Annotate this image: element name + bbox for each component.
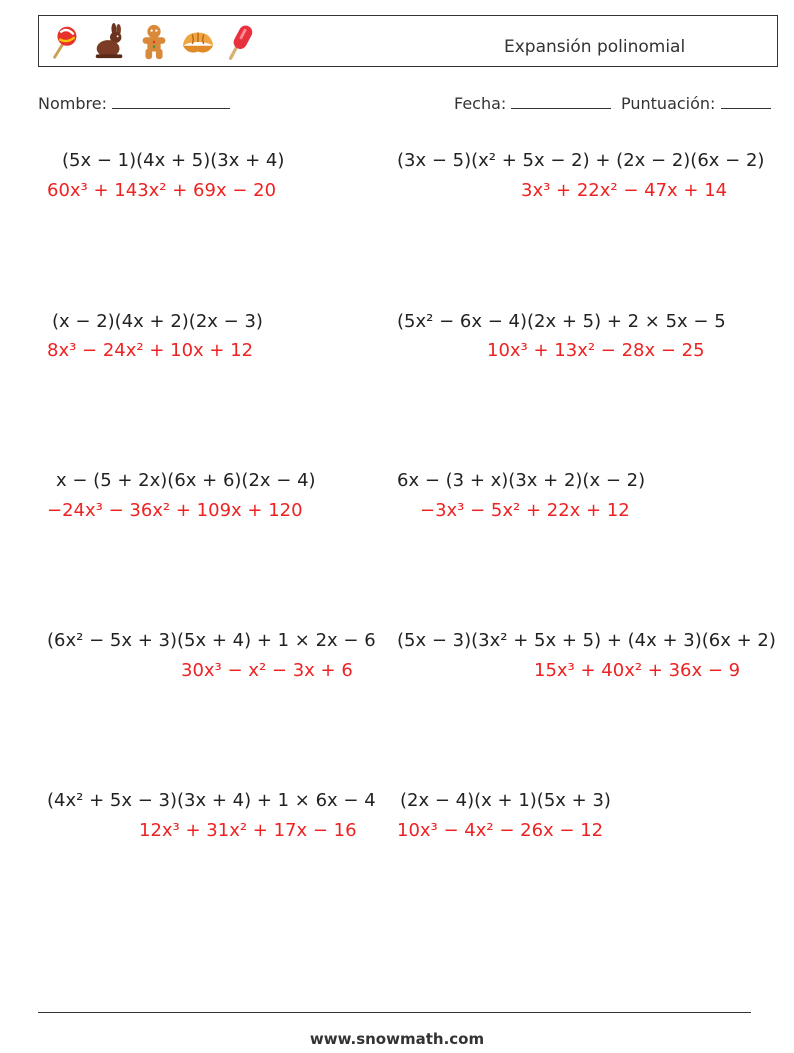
problem-4-answer: 10x³ + 13x² − 28x − 25 — [487, 340, 705, 361]
score-blank — [721, 94, 771, 109]
problem-4-question: (5x² − 6x − 4)(2x + 5) + 2 × 5x − 5 — [397, 311, 726, 332]
problem-2-question: (3x − 5)(x² + 5x − 2) + (2x − 2)(6x − 2) — [397, 150, 765, 171]
problem-5-question: x − (5 + 2x)(6x + 6)(2x − 4) — [56, 470, 316, 491]
problem-3-answer: 8x³ − 24x² + 10x + 12 — [47, 340, 254, 361]
problem-9-question: (4x² + 5x − 3)(3x + 4) + 1 × 6x − 4 — [47, 790, 376, 811]
footer-url: www.snowmath.com — [309, 1030, 485, 1048]
lollipop-icon — [47, 23, 85, 61]
date-label: Fecha: — [454, 94, 507, 113]
problem-6-answer: −3x³ − 5x² + 22x + 12 — [420, 500, 630, 521]
score-field — [621, 94, 771, 113]
score-label: Puntuación: — [621, 94, 716, 113]
chocolate-bunny-icon — [91, 23, 129, 61]
problem-8-answer: 15x³ + 40x² + 36x − 9 — [534, 660, 741, 681]
problem-2-answer: 3x³ + 22x² − 47x + 14 — [521, 180, 728, 201]
name-field — [38, 94, 230, 113]
worksheet-title: Expansión polinomial — [504, 37, 686, 57]
name-blank — [112, 94, 230, 109]
date-field — [454, 94, 611, 113]
problem-1-question: (5x − 1)(4x + 5)(3x + 4) — [62, 150, 285, 171]
problem-3-question: (x − 2)(4x + 2)(2x − 3) — [52, 311, 263, 332]
popsicle-icon — [223, 23, 261, 61]
problem-1-answer: 60x³ + 143x² + 69x − 20 — [47, 180, 277, 201]
footer-divider — [38, 1012, 751, 1013]
croissant-icon — [179, 23, 217, 61]
problem-10-answer: 10x³ − 4x² − 26x − 12 — [397, 820, 604, 841]
problem-7-answer: 30x³ − x² − 3x + 6 — [181, 660, 353, 681]
problem-9-answer: 12x³ + 31x² + 17x − 16 — [139, 820, 357, 841]
name-label: Nombre: — [38, 94, 107, 113]
problem-5-answer: −24x³ − 36x² + 109x + 120 — [47, 500, 303, 521]
header-icons — [47, 22, 261, 62]
problem-6-question: 6x − (3 + x)(3x + 2)(x − 2) — [397, 470, 646, 491]
problem-7-question: (6x² − 5x + 3)(5x + 4) + 1 × 2x − 6 — [47, 630, 376, 651]
gingerbread-man-icon — [135, 23, 173, 61]
problem-10-question: (2x − 4)(x + 1)(5x + 3) — [400, 790, 611, 811]
worksheet-header — [38, 15, 778, 67]
date-blank — [511, 94, 611, 109]
problem-8-question: (5x − 3)(3x² + 5x + 5) + (4x + 3)(6x + 2) — [397, 630, 776, 651]
